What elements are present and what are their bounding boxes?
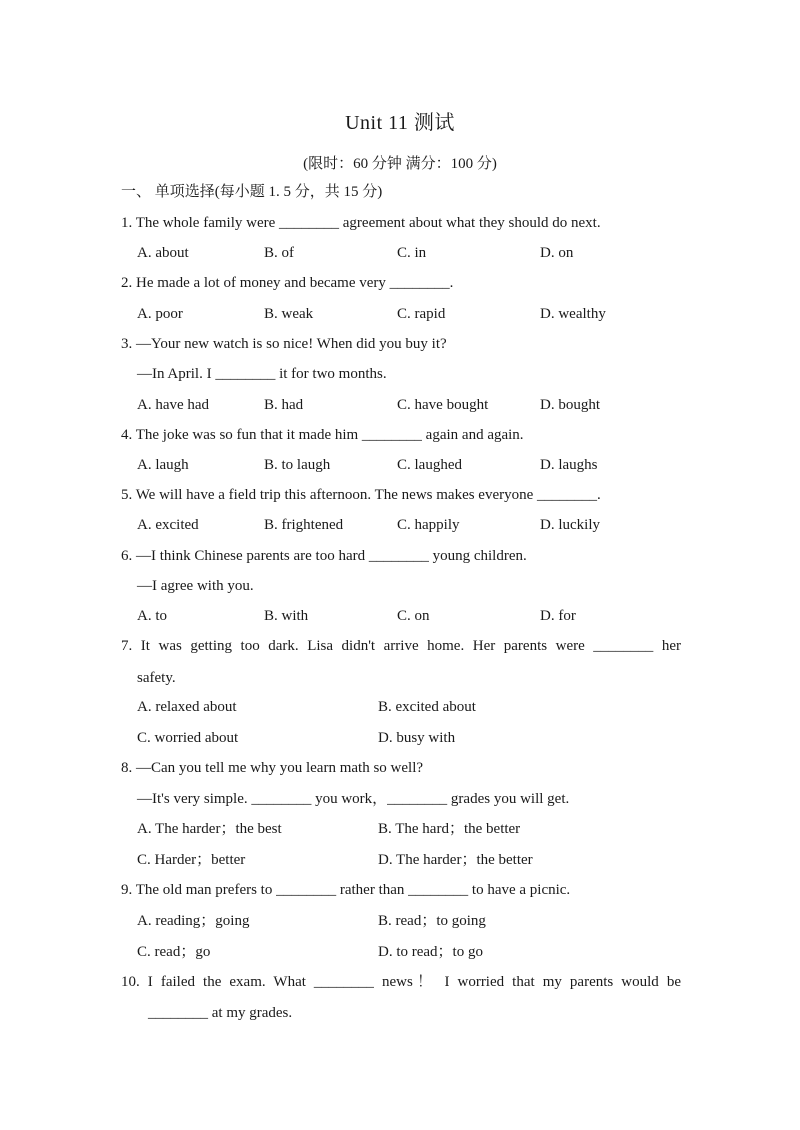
option-d: D. The harder；the better bbox=[378, 852, 533, 868]
option-c: C. read；go bbox=[137, 944, 211, 960]
question-stem-continued: —I agree with you. bbox=[137, 578, 254, 594]
option-a: A. laugh bbox=[137, 457, 189, 473]
question-stem: 3. —Your new watch is so nice! When did you buy it? bbox=[121, 336, 447, 352]
option-d: D. on bbox=[540, 245, 574, 261]
option-c: C. happily bbox=[397, 517, 460, 533]
question-stem-continued: —In April. I ________ it for two months. bbox=[137, 366, 387, 382]
question-stem: 8. —Can you tell me why you learn math so well? bbox=[121, 760, 424, 776]
option-c: C. laughed bbox=[397, 457, 462, 473]
option-a: A. poor bbox=[137, 306, 183, 322]
option-a: A. have had bbox=[137, 397, 210, 413]
page-title: Unit 11 测试 bbox=[345, 112, 455, 134]
option-d: D. busy with bbox=[378, 730, 456, 746]
question-stem: 10. I failed the exam. What ________ news！ I worried that my parents would be bbox=[121, 974, 681, 990]
question-stem: 5. We will have a field trip this afternoon. The news makes everyone ________. bbox=[121, 487, 601, 503]
option-c: C. have bought bbox=[397, 397, 489, 413]
option-c: C. Harder；better bbox=[137, 852, 246, 868]
option-c: C. rapid bbox=[397, 306, 446, 322]
option-a: A. to bbox=[137, 608, 167, 624]
option-b: B. had bbox=[264, 397, 304, 413]
option-b: B. to laugh bbox=[264, 457, 331, 473]
question-stem: 7. It was getting too dark. Lisa didn't arrive home. Her parents were ________ her bbox=[121, 638, 681, 654]
option-d: D. to read；to go bbox=[378, 944, 483, 960]
option-c: C. in bbox=[397, 245, 427, 261]
option-d: D. wealthy bbox=[540, 306, 606, 322]
option-b: B. read；to going bbox=[378, 913, 486, 929]
question-stem: 9. The old man prefers to ________ rather than ________ to have a picnic. bbox=[121, 882, 571, 898]
option-b: B. frightened bbox=[264, 517, 344, 533]
option-b: B. with bbox=[264, 608, 309, 624]
option-b: B. of bbox=[264, 245, 294, 261]
question-stem: 2. He made a lot of money and became very ________. bbox=[121, 275, 454, 291]
option-d: D. luckily bbox=[540, 517, 600, 533]
option-d: D. bought bbox=[540, 397, 600, 413]
question-stem: 1. The whole family were ________ agreement about what they should do next. bbox=[121, 215, 601, 231]
option-c: C. worried about bbox=[137, 730, 239, 746]
question-stem-continued: —It's very simple. ________ you work，________ grades you will get. bbox=[137, 791, 570, 807]
option-a: A. about bbox=[137, 245, 189, 261]
option-b: B. The hard；the better bbox=[378, 821, 521, 837]
option-a: A. excited bbox=[137, 517, 199, 533]
option-d: D. laughs bbox=[540, 457, 598, 473]
option-c: C. on bbox=[397, 608, 430, 624]
question-stem: 6. —I think Chinese parents are too hard ________ young children. bbox=[121, 548, 527, 564]
option-b: B. weak bbox=[264, 306, 314, 322]
time-score-info: (限时：60 分钟 满分：100 分) bbox=[303, 156, 497, 172]
option-a: A. reading；going bbox=[137, 913, 250, 929]
section-heading: 一、 单项选择(每小题 1. 5 分，共 15 分) bbox=[121, 184, 383, 200]
option-a: A. The harder；the best bbox=[137, 821, 282, 837]
option-d: D. for bbox=[540, 608, 576, 624]
option-b: B. excited about bbox=[378, 699, 476, 715]
question-stem-continued: ________ at my grades. bbox=[148, 1005, 293, 1021]
question-stem: 4. The joke was so fun that it made him ________ again and again. bbox=[121, 427, 524, 443]
question-stem-continued: safety. bbox=[137, 670, 176, 686]
option-a: A. relaxed about bbox=[137, 699, 237, 715]
